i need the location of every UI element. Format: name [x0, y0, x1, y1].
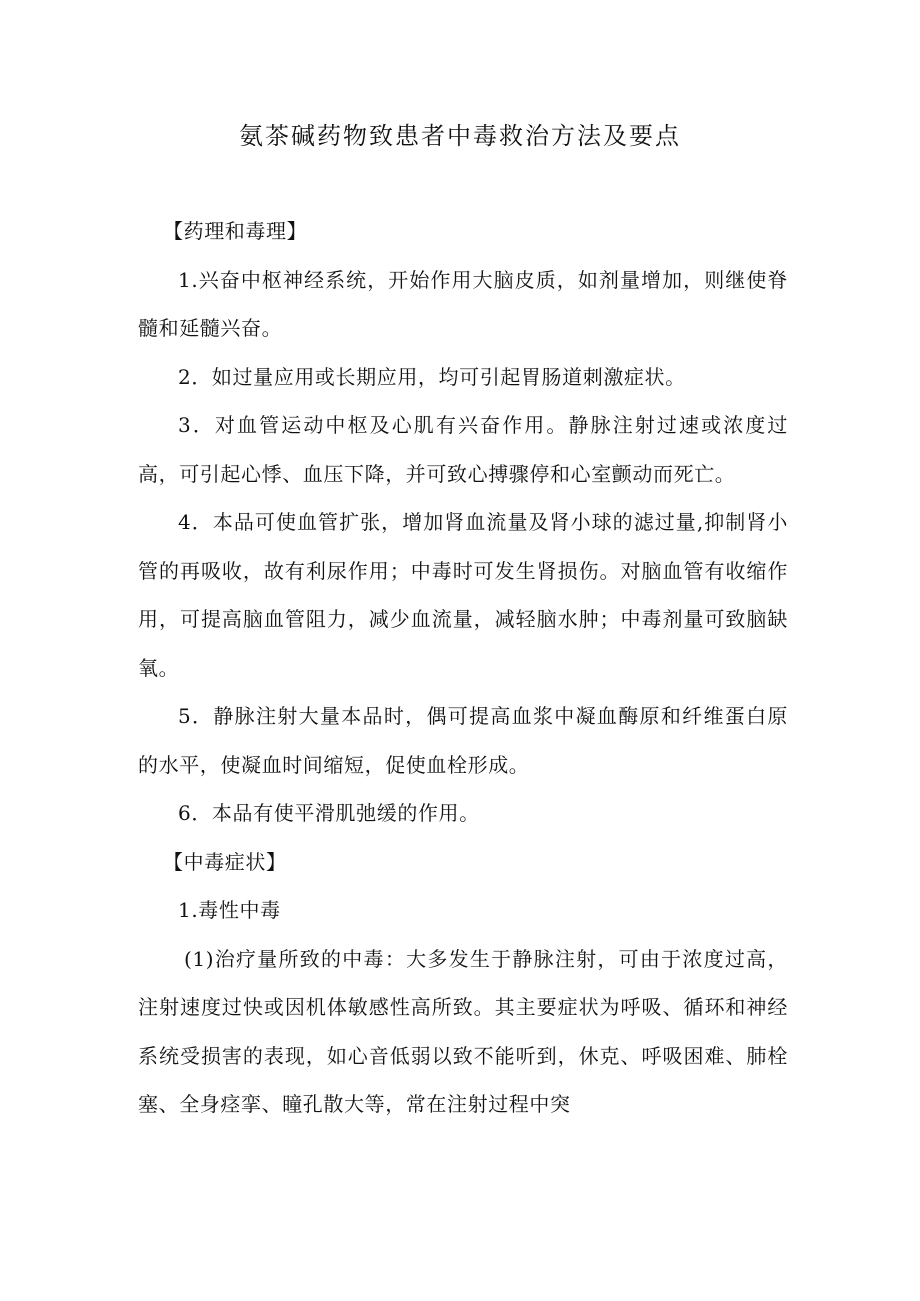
symptoms-subheading: 1.毒性中毒 — [178, 898, 281, 922]
pharmacology-item-2: 2．如过量应用或长期应用，均可引起胃肠道刺激症状。 — [178, 364, 686, 389]
pharmacology-item-5: 5．静脉注射大量本品时，偶可提高血浆中凝血酶原和纤维蛋白原的水平，使凝血时间缩短，促使血栓形成。 — [138, 704, 788, 777]
section-heading-pharmacology: 【药理和毒理】 — [163, 219, 308, 243]
document-title: 氨茶碱药物致患者中毒救治方法及要点 — [239, 122, 681, 150]
pharmacology-item-1: 1.兴奋中枢神经系统，开始作用大脑皮质，如剂量增加，则继使脊髓和延髓兴奋。 — [138, 267, 788, 340]
pharmacology-item-3: 3．对血管运动中枢及心肌有兴奋作用。静脉注射过速或浓度过高，可引起心悸、血压下降，并可致心搏骤停和心室颤动而死亡。 — [138, 413, 788, 486]
section-heading-symptoms: 【中毒症状】 — [163, 849, 287, 874]
pharmacology-item-6: 6．本品有使平滑肌弛缓的作用。 — [178, 801, 480, 825]
document-body — [138, 207, 788, 1129]
pharmacology-item-4: 4．本品可使血管扩张，增加肾血流量及肾小球的滤过量,抑制肾小管的再吸收，故有利尿作用；中毒时可发生肾损伤。对脑血管有收缩作用，可提高脑血管阻力，减少血流量，减轻脑水肿；中毒剂量可致脑缺氧。 — [138, 510, 788, 680]
symptoms-paragraph: (1)治疗量所致的中毒：大多发生于静脉注射，可由于浓度过高，注射速度过快或因机体敏感性高所致。其主要症状为呼吸、循环和神经系统受损害的表现，如心音低弱以致不能听到，休克、呼吸困难、肺栓塞、全身痉挛、瞳孔散大等，常在注射过程中突 — [138, 946, 788, 1116]
